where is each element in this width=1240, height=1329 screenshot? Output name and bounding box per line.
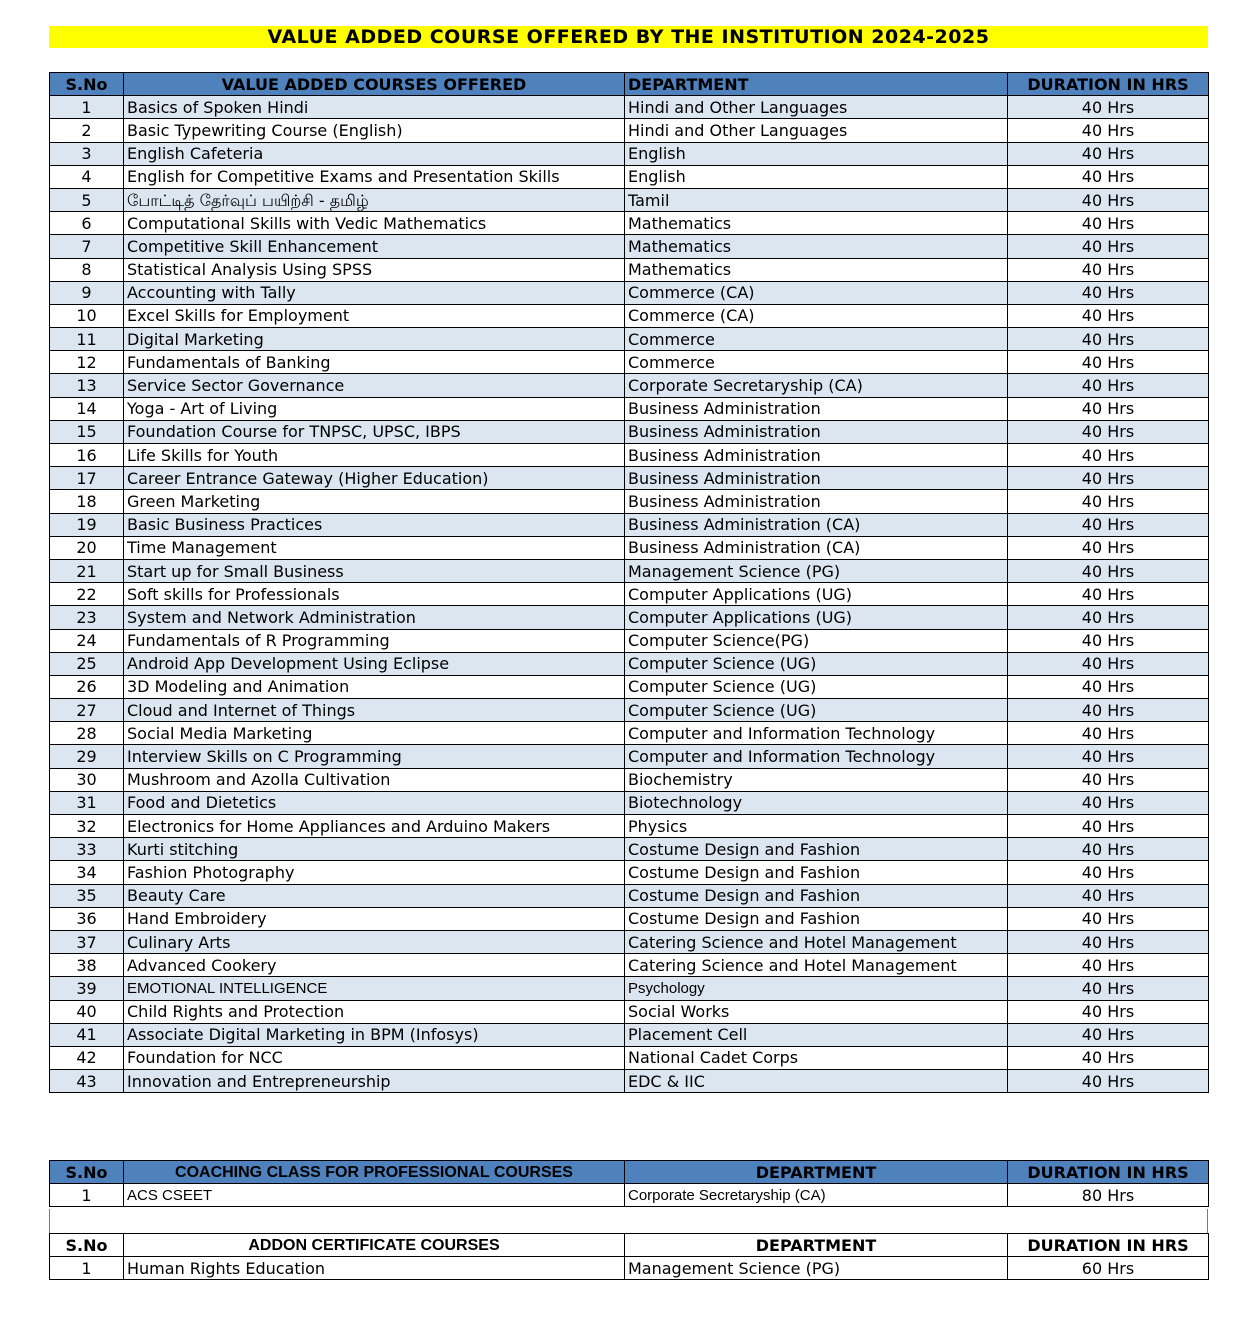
table-spacer [49, 1209, 1208, 1233]
cell-department: Mathematics [625, 212, 1008, 235]
table-row [50, 791, 1209, 814]
table-row [50, 699, 1209, 722]
cell-sno: 27 [50, 699, 124, 722]
table-row [50, 420, 1209, 443]
cell-sno: 15 [50, 420, 124, 443]
cell-course: Statistical Analysis Using SPSS [124, 258, 625, 281]
table-row [50, 258, 1209, 281]
cell-course: ACS CSEET [124, 1184, 625, 1207]
table-row [50, 1070, 1209, 1093]
cell-sno: 30 [50, 768, 124, 791]
cell-sno: 3 [50, 142, 124, 165]
cell-course: Social Media Marketing [124, 722, 625, 745]
cell-duration: 60 Hrs [1008, 1257, 1209, 1280]
cell-sno: 38 [50, 954, 124, 977]
cell-duration: 40 Hrs [1008, 722, 1209, 745]
cell-department: Management Science (PG) [625, 559, 1008, 582]
cell-sno: 24 [50, 629, 124, 652]
cell-duration: 40 Hrs [1008, 629, 1209, 652]
cell-duration: 40 Hrs [1008, 1070, 1209, 1093]
cell-department: Costume Design and Fashion [625, 884, 1008, 907]
cell-department: Social Works [625, 1000, 1008, 1023]
cell-duration: 40 Hrs [1008, 1000, 1209, 1023]
cell-sno: 31 [50, 791, 124, 814]
cell-course: Accounting with Tally [124, 281, 625, 304]
cell-course: English Cafeteria [124, 142, 625, 165]
table-row [50, 304, 1209, 327]
table-row [50, 467, 1209, 490]
cell-course: Start up for Small Business [124, 559, 625, 582]
cell-duration: 40 Hrs [1008, 188, 1209, 211]
cell-duration: 40 Hrs [1008, 606, 1209, 629]
table-row [50, 1023, 1209, 1046]
cell-duration: 40 Hrs [1008, 583, 1209, 606]
cell-course: Career Entrance Gateway (Higher Education) [124, 467, 625, 490]
cell-department: Commerce (CA) [625, 281, 1008, 304]
cell-department: Business Administration [625, 397, 1008, 420]
cell-course: Mushroom and Azolla Cultivation [124, 768, 625, 791]
cell-duration: 40 Hrs [1008, 490, 1209, 513]
cell-department: Commerce (CA) [625, 304, 1008, 327]
cell-course: Android App Development Using Eclipse [124, 652, 625, 675]
cell-duration: 40 Hrs [1008, 675, 1209, 698]
header-duration: DURATION IN HRS [1008, 1234, 1209, 1257]
cell-sno: 16 [50, 444, 124, 467]
cell-department: Business Administration (CA) [625, 536, 1008, 559]
cell-duration: 40 Hrs [1008, 536, 1209, 559]
cell-duration: 40 Hrs [1008, 559, 1209, 582]
table-row [50, 351, 1209, 374]
cell-department: Business Administration [625, 444, 1008, 467]
cell-course: Service Sector Governance [124, 374, 625, 397]
cell-duration: 80 Hrs [1008, 1184, 1209, 1207]
cell-duration: 40 Hrs [1008, 815, 1209, 838]
cell-department: Commerce [625, 351, 1008, 374]
cell-duration: 40 Hrs [1008, 652, 1209, 675]
cell-department: Catering Science and Hotel Management [625, 954, 1008, 977]
cell-department: Business Administration [625, 420, 1008, 443]
cell-sno: 1 [50, 96, 124, 119]
cell-course: Basic Typewriting Course (English) [124, 119, 625, 142]
cell-course: Time Management [124, 536, 625, 559]
table-row [50, 954, 1209, 977]
cell-duration: 40 Hrs [1008, 420, 1209, 443]
cell-duration: 40 Hrs [1008, 954, 1209, 977]
cell-course: Green Marketing [124, 490, 625, 513]
cell-duration: 40 Hrs [1008, 861, 1209, 884]
cell-department: Commerce [625, 328, 1008, 351]
table-row [50, 722, 1209, 745]
cell-duration: 40 Hrs [1008, 397, 1209, 420]
cell-department: Business Administration (CA) [625, 513, 1008, 536]
table-row [50, 675, 1209, 698]
cell-sno: 7 [50, 235, 124, 258]
coaching-classes-table [49, 1160, 1209, 1207]
cell-duration: 40 Hrs [1008, 444, 1209, 467]
cell-sno: 23 [50, 606, 124, 629]
cell-course: Competitive Skill Enhancement [124, 235, 625, 258]
cell-department: Hindi and Other Languages [625, 119, 1008, 142]
cell-duration: 40 Hrs [1008, 907, 1209, 930]
table-row [50, 583, 1209, 606]
cell-sno: 43 [50, 1070, 124, 1093]
cell-department: National Cadet Corps [625, 1046, 1008, 1069]
cell-sno: 25 [50, 652, 124, 675]
cell-department: English [625, 165, 1008, 188]
cell-course: Yoga - Art of Living [124, 397, 625, 420]
cell-department: Mathematics [625, 235, 1008, 258]
cell-sno: 42 [50, 1046, 124, 1069]
cell-department: Computer Applications (UG) [625, 583, 1008, 606]
cell-department: Physics [625, 815, 1008, 838]
cell-course: Fundamentals of Banking [124, 351, 625, 374]
cell-sno: 12 [50, 351, 124, 374]
table-row [50, 884, 1209, 907]
table-row [50, 165, 1209, 188]
cell-course: 3D Modeling and Animation [124, 675, 625, 698]
table-row [50, 490, 1209, 513]
cell-department: Computer and Information Technology [625, 745, 1008, 768]
cell-department: Catering Science and Hotel Management [625, 930, 1008, 953]
cell-duration: 40 Hrs [1008, 165, 1209, 188]
table-row [50, 606, 1209, 629]
cell-department: Computer and Information Technology [625, 722, 1008, 745]
cell-course: Food and Dietetics [124, 791, 625, 814]
table-row [50, 838, 1209, 861]
header-duration: DURATION IN HRS [1008, 1161, 1209, 1184]
table-row [50, 1257, 1209, 1280]
cell-sno: 35 [50, 884, 124, 907]
table-row [50, 652, 1209, 675]
cell-course: Culinary Arts [124, 930, 625, 953]
table-header-row [50, 1234, 1209, 1257]
addon-certificate-table [49, 1233, 1209, 1280]
cell-course: Life Skills for Youth [124, 444, 625, 467]
cell-course: Foundation for NCC [124, 1046, 625, 1069]
table-row [50, 1046, 1209, 1069]
header-sno: S.No [50, 1234, 124, 1257]
cell-duration: 40 Hrs [1008, 328, 1209, 351]
cell-course: Basics of Spoken Hindi [124, 96, 625, 119]
cell-sno: 13 [50, 374, 124, 397]
cell-sno: 11 [50, 328, 124, 351]
cell-duration: 40 Hrs [1008, 768, 1209, 791]
cell-duration: 40 Hrs [1008, 119, 1209, 142]
table-row [50, 397, 1209, 420]
cell-department: Business Administration [625, 467, 1008, 490]
cell-sno: 18 [50, 490, 124, 513]
cell-sno: 21 [50, 559, 124, 582]
cell-sno: 28 [50, 722, 124, 745]
header-duration: DURATION IN HRS [1008, 73, 1209, 96]
cell-department: Business Administration [625, 490, 1008, 513]
cell-course: Advanced Cookery [124, 954, 625, 977]
cell-department: Mathematics [625, 258, 1008, 281]
cell-sno: 20 [50, 536, 124, 559]
cell-course: Fashion Photography [124, 861, 625, 884]
cell-duration: 40 Hrs [1008, 351, 1209, 374]
table-row [50, 212, 1209, 235]
cell-sno: 17 [50, 467, 124, 490]
cell-department: Computer Science(PG) [625, 629, 1008, 652]
cell-duration: 40 Hrs [1008, 745, 1209, 768]
cell-department: EDC & IIC [625, 1070, 1008, 1093]
cell-duration: 40 Hrs [1008, 235, 1209, 258]
cell-duration: 40 Hrs [1008, 1023, 1209, 1046]
table-row [50, 142, 1209, 165]
table-row [50, 328, 1209, 351]
cell-department: Hindi and Other Languages [625, 96, 1008, 119]
cell-sno: 6 [50, 212, 124, 235]
cell-course: Excel Skills for Employment [124, 304, 625, 327]
table-row [50, 119, 1209, 142]
cell-sno: 40 [50, 1000, 124, 1023]
cell-sno: 9 [50, 281, 124, 304]
cell-duration: 40 Hrs [1008, 977, 1209, 1000]
page-title: VALUE ADDED COURSE OFFERED BY THE INSTITUTION 2024-2025 [49, 26, 1208, 48]
cell-duration: 40 Hrs [1008, 513, 1209, 536]
cell-department: Computer Applications (UG) [625, 606, 1008, 629]
cell-sno: 1 [50, 1184, 124, 1207]
table-row [50, 629, 1209, 652]
cell-department: English [625, 142, 1008, 165]
table-row [50, 745, 1209, 768]
cell-sno: 34 [50, 861, 124, 884]
header-department: DEPARTMENT [625, 1234, 1008, 1257]
cell-duration: 40 Hrs [1008, 258, 1209, 281]
cell-department: Corporate Secretaryship (CA) [625, 374, 1008, 397]
cell-sno: 33 [50, 838, 124, 861]
cell-course: Basic Business Practices [124, 513, 625, 536]
table-row [50, 1000, 1209, 1023]
table-row [50, 1184, 1209, 1207]
cell-course: Child Rights and Protection [124, 1000, 625, 1023]
cell-sno: 1 [50, 1257, 124, 1280]
table-row [50, 861, 1209, 884]
table-row [50, 281, 1209, 304]
table-row [50, 815, 1209, 838]
cell-course: System and Network Administration [124, 606, 625, 629]
cell-course: Associate Digital Marketing in BPM (Infosys) [124, 1023, 625, 1046]
table-row [50, 188, 1209, 211]
cell-course: English for Competitive Exams and Presentation Skills [124, 165, 625, 188]
cell-sno: 2 [50, 119, 124, 142]
table-row [50, 930, 1209, 953]
cell-course: Soft skills for Professionals [124, 583, 625, 606]
cell-duration: 40 Hrs [1008, 930, 1209, 953]
table-row [50, 536, 1209, 559]
cell-course: Digital Marketing [124, 328, 625, 351]
cell-sno: 10 [50, 304, 124, 327]
cell-duration: 40 Hrs [1008, 1046, 1209, 1069]
cell-department: Computer Science (UG) [625, 675, 1008, 698]
cell-course: EMOTIONAL INTELLIGENCE [124, 977, 625, 1000]
table-header-row [50, 73, 1209, 96]
cell-duration: 40 Hrs [1008, 281, 1209, 304]
table-row [50, 96, 1209, 119]
cell-sno: 5 [50, 188, 124, 211]
cell-course: Fundamentals of R Programming [124, 629, 625, 652]
cell-department: Management Science (PG) [625, 1257, 1008, 1280]
header-department: DEPARTMENT [625, 1161, 1008, 1184]
cell-duration: 40 Hrs [1008, 791, 1209, 814]
cell-course: Electronics for Home Appliances and Arduino Makers [124, 815, 625, 838]
cell-sno: 32 [50, 815, 124, 838]
cell-duration: 40 Hrs [1008, 699, 1209, 722]
cell-department: Biotechnology [625, 791, 1008, 814]
cell-duration: 40 Hrs [1008, 467, 1209, 490]
cell-duration: 40 Hrs [1008, 884, 1209, 907]
cell-duration: 40 Hrs [1008, 142, 1209, 165]
cell-department: Computer Science (UG) [625, 652, 1008, 675]
cell-sno: 29 [50, 745, 124, 768]
cell-course: Cloud and Internet of Things [124, 699, 625, 722]
header-department: DEPARTMENT [625, 73, 1008, 96]
cell-course: Foundation Course for TNPSC, UPSC, IBPS [124, 420, 625, 443]
cell-department: Computer Science (UG) [625, 699, 1008, 722]
table-header-row [50, 1161, 1209, 1184]
cell-sno: 39 [50, 977, 124, 1000]
cell-duration: 40 Hrs [1008, 96, 1209, 119]
header-addon-course: ADDON CERTIFICATE COURSES [124, 1234, 625, 1257]
cell-course: Kurti stitching [124, 838, 625, 861]
cell-department: Placement Cell [625, 1023, 1008, 1046]
header-coaching-course: COACHING CLASS FOR PROFESSIONAL COURSES [124, 1161, 625, 1184]
cell-course: Beauty Care [124, 884, 625, 907]
header-sno: S.No [50, 73, 124, 96]
cell-course: Hand Embroidery [124, 907, 625, 930]
header-course: VALUE ADDED COURSES OFFERED [124, 73, 625, 96]
table-row [50, 513, 1209, 536]
table-row [50, 559, 1209, 582]
value-added-courses-table [49, 72, 1209, 1093]
cell-course: Interview Skills on C Programming [124, 745, 625, 768]
cell-department: Costume Design and Fashion [625, 861, 1008, 884]
cell-duration: 40 Hrs [1008, 838, 1209, 861]
cell-department: Biochemistry [625, 768, 1008, 791]
cell-duration: 40 Hrs [1008, 304, 1209, 327]
cell-duration: 40 Hrs [1008, 212, 1209, 235]
cell-course: Human Rights Education [124, 1257, 625, 1280]
cell-sno: 8 [50, 258, 124, 281]
table-row [50, 768, 1209, 791]
cell-course: Computational Skills with Vedic Mathematics [124, 212, 625, 235]
header-sno: S.No [50, 1161, 124, 1184]
table-row [50, 977, 1209, 1000]
cell-department: Costume Design and Fashion [625, 907, 1008, 930]
cell-sno: 36 [50, 907, 124, 930]
cell-sno: 41 [50, 1023, 124, 1046]
cell-sno: 4 [50, 165, 124, 188]
cell-department: Costume Design and Fashion [625, 838, 1008, 861]
table-row [50, 374, 1209, 397]
cell-sno: 14 [50, 397, 124, 420]
cell-duration: 40 Hrs [1008, 374, 1209, 397]
table-row [50, 235, 1209, 258]
cell-department: Psychology [625, 977, 1008, 1000]
cell-course: Innovation and Entrepreneurship [124, 1070, 625, 1093]
cell-department: Tamil [625, 188, 1008, 211]
cell-department: Corporate Secretaryship (CA) [625, 1184, 1008, 1207]
cell-sno: 26 [50, 675, 124, 698]
cell-sno: 19 [50, 513, 124, 536]
cell-sno: 22 [50, 583, 124, 606]
table-row [50, 444, 1209, 467]
cell-course: போட்டித் தேர்வுப் பயிற்சி - தமிழ் [124, 188, 625, 211]
cell-sno: 37 [50, 930, 124, 953]
table-row [50, 907, 1209, 930]
